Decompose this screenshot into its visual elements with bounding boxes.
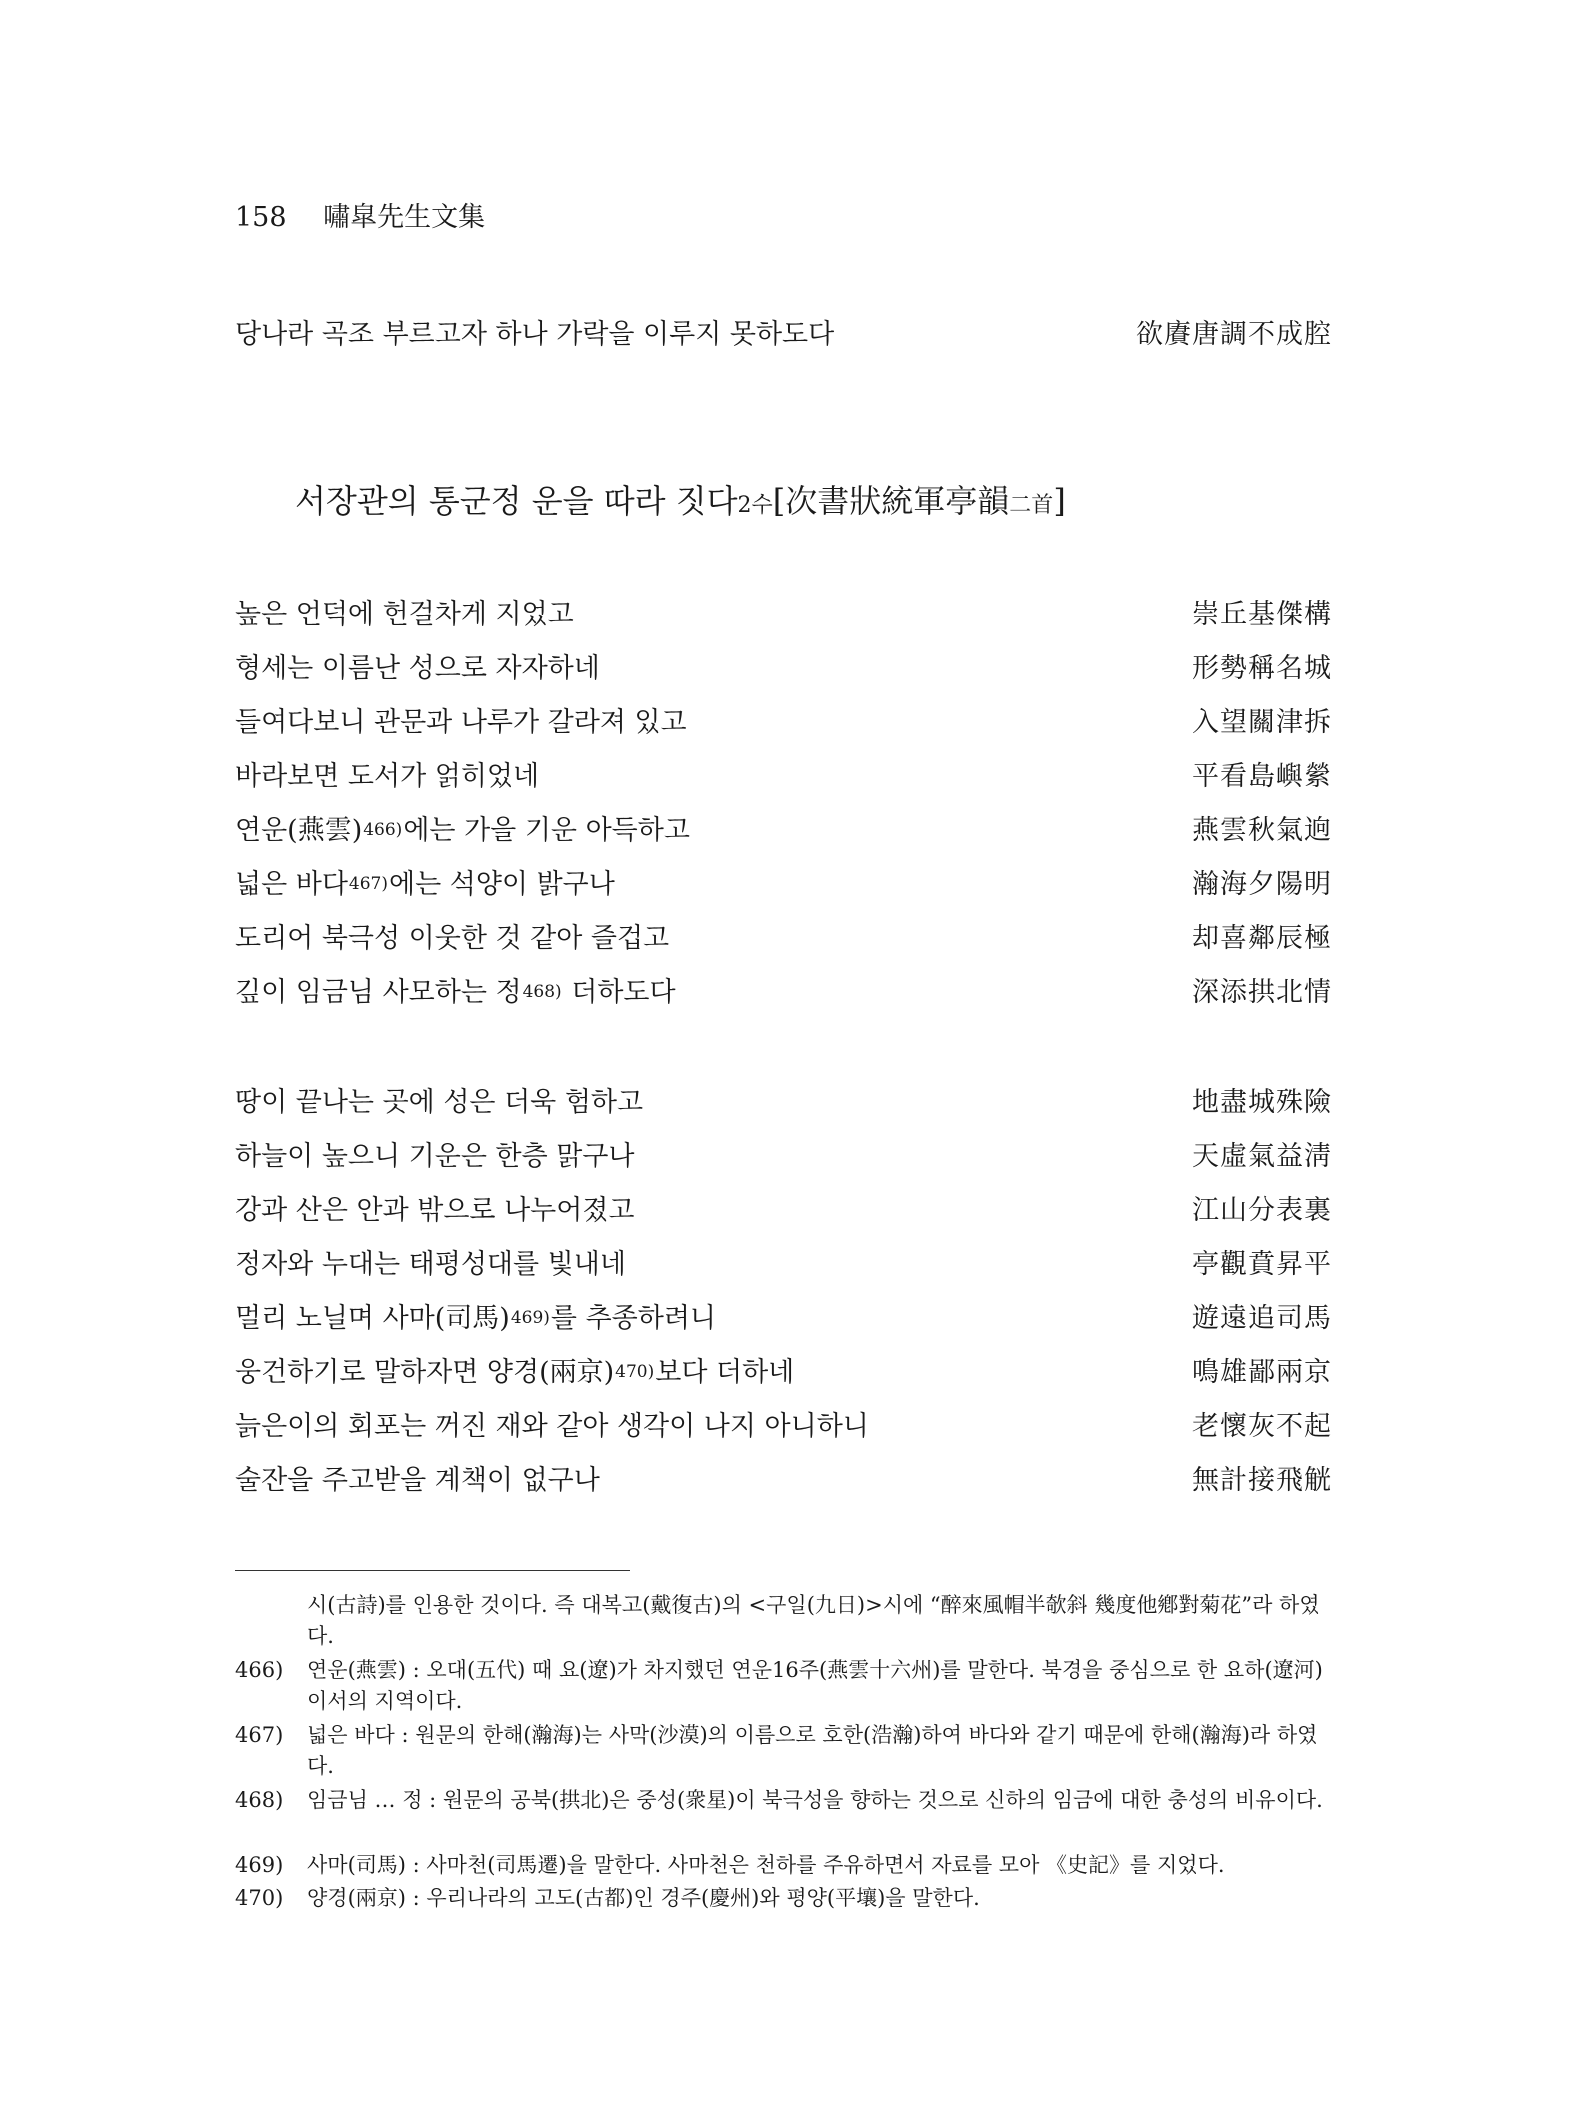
footnote-text: 시(古詩)를 인용한 것이다. 즉 대복고(戴復古)의 <구일(九日)>시에 “醉來風帽半欹斜 幾度他鄕對菊花”라 하였다. [307,1593,1320,1648]
line-text: 깊이 임금님 사모하는 정 [235,977,522,1008]
footnote-text: 사마(司馬) : 사마천(司馬遷)을 말한다. 사마천은 천하를 주유하면서 자료를 모아 《史記》를 지었다. [307,1853,1225,1877]
poem-title [295,476,1066,522]
book-title: 嘯皐先生文集 [323,202,486,233]
korean-translation: 높은 언덕에 헌걸차게 지었고 [235,599,574,630]
poem-title-korean: 서장관의 통군정 운을 따라 짓다 [295,482,738,520]
korean-translation: 당나라 곡조 부르고자 하나 가락을 이루지 못하도다 [235,319,835,350]
footnote-marker: 468) [522,982,562,1002]
line-text: 에는 가을 기운 아득하고 [403,815,690,846]
hanja-original: 燕雲秋氣逈 [1192,815,1332,846]
hanja-original: 入望關津拆 [1192,707,1332,738]
poem-line [235,808,1332,846]
korean-translation: 하늘이 높으니 기운은 한층 맑구나 [235,1141,635,1172]
footnote-marker: 469) [510,1308,550,1328]
line-text: 를 추종하려니 [550,1303,716,1334]
footnote-divider [235,1570,630,1571]
footnote-text: 연운(燕雲) : 오대(五代) 때 요(遼)가 차지했던 연운16주(燕雲十六州)를 말한다. 북경을 중심으로 한 요하(遼河) 이서의 지역이다. [307,1658,1323,1713]
poem-line [235,1404,1332,1442]
poem-count: 2수 [737,493,773,518]
hanja-original: 鳴雄鄙兩京 [1192,1357,1332,1388]
footnote-text: 임금님 … 정 : 원문의 공북(拱北)은 중성(衆星)이 북극성을 향하는 것으로 신하의 임금에 대한 충성의 비유이다. [307,1788,1323,1812]
hanja-original: 崇丘基傑構 [1192,599,1332,630]
footnote-marker: 470) [615,1362,655,1382]
line-text: 더하도다 [562,977,676,1008]
hanja-original: 遊遠追司馬 [1192,1303,1332,1334]
korean-translation: 술잔을 주고받을 계책이 없구나 [235,1465,600,1496]
korean-translation [235,862,615,901]
poem-line [235,1080,1332,1118]
poem-line [235,754,1332,792]
line-text: 보다 더하네 [655,1357,795,1388]
page-number: 158 [235,202,287,233]
poem-title-hanja-small: 二首 [1009,493,1054,518]
korean-translation [235,1296,716,1335]
hanja-original: 深添拱北情 [1192,977,1332,1008]
korean-translation: 바라보면 도서가 얽히었네 [235,761,540,792]
poem-line [235,646,1332,684]
poem-line [235,916,1332,954]
hanja-original: 無計接飛觥 [1192,1465,1332,1496]
hanja-original: 形勢稱名城 [1192,653,1332,684]
korean-translation: 강과 산은 안과 밖으로 나누어졌고 [235,1195,635,1226]
poem-line [235,1134,1332,1172]
line-text: 웅건하기로 말하자면 양경(兩京) [235,1357,615,1388]
poem-line [235,592,1332,630]
footnote-number: 469) [235,1853,284,1877]
hanja-original: 却喜鄰辰極 [1192,923,1332,954]
hanja-original: 江山分表裏 [1192,1195,1332,1226]
poem-line [235,1242,1332,1280]
korean-translation: 늙은이의 회포는 꺼진 재와 같아 생각이 나지 아니하니 [235,1411,869,1442]
korean-translation: 정자와 누대는 태평성대를 빛내네 [235,1249,626,1280]
line-text: 연운(燕雲) [235,815,363,846]
korean-translation: 도리어 북극성 이웃한 것 같아 즐겁고 [235,923,670,954]
footnote-marker: 467) [348,874,389,894]
korean-translation: 땅이 끝나는 곳에 성은 더욱 험하고 [235,1087,644,1118]
line-text: 넓은 바다 [235,869,348,900]
line-text: 멀리 노닐며 사마(司馬) [235,1303,510,1334]
poem-line [235,1188,1332,1226]
korean-translation: 형세는 이름난 성으로 자자하네 [235,653,600,684]
hanja-original: 平看島嶼縈 [1192,761,1332,792]
hanja-original: 瀚海夕陽明 [1192,869,1332,900]
hanja-original: 欲賡唐調不成腔 [1136,319,1332,350]
hanja-original: 天虛氣益淸 [1192,1141,1332,1172]
hanja-original: 亭觀賁昇平 [1192,1249,1332,1280]
line-text: 에는 석양이 밝구나 [389,869,615,900]
footnote-text: 넓은 바다 : 원문의 한해(瀚海)는 사막(沙漠)의 이름으로 호한(浩瀚)하여 바다와 같기 때문에 한해(瀚海)라 하였다. [307,1723,1318,1778]
footnote-number: 467) [235,1723,284,1747]
korean-translation [235,808,690,847]
poem-line [235,312,1332,350]
poem-line [235,1350,1332,1388]
footnote-number: 468) [235,1788,284,1812]
footnote-number: 466) [235,1658,284,1682]
hanja-original: 老懷灰不起 [1192,1411,1332,1442]
korean-translation [235,970,676,1009]
footnote-marker: 466) [363,820,403,840]
hanja-original: 地盡城殊險 [1192,1087,1332,1118]
footnote-text: 양경(兩京) : 우리나라의 고도(古都)인 경주(慶州)와 평양(平壤)을 말한다. [307,1886,980,1910]
poem-line [235,1458,1332,1496]
poem-line [235,1296,1332,1334]
poem-line [235,700,1332,738]
running-header [235,195,485,234]
poem-line [235,862,1332,900]
poem-title-bracket: ] [1053,482,1066,520]
poem-title-hanja: [次書狀統軍亭韻 [772,482,1010,520]
footnote-number: 470) [235,1886,284,1910]
korean-translation: 들여다보니 관문과 나루가 갈라져 있고 [235,707,687,738]
korean-translation [235,1350,794,1389]
poem-line [235,970,1332,1008]
